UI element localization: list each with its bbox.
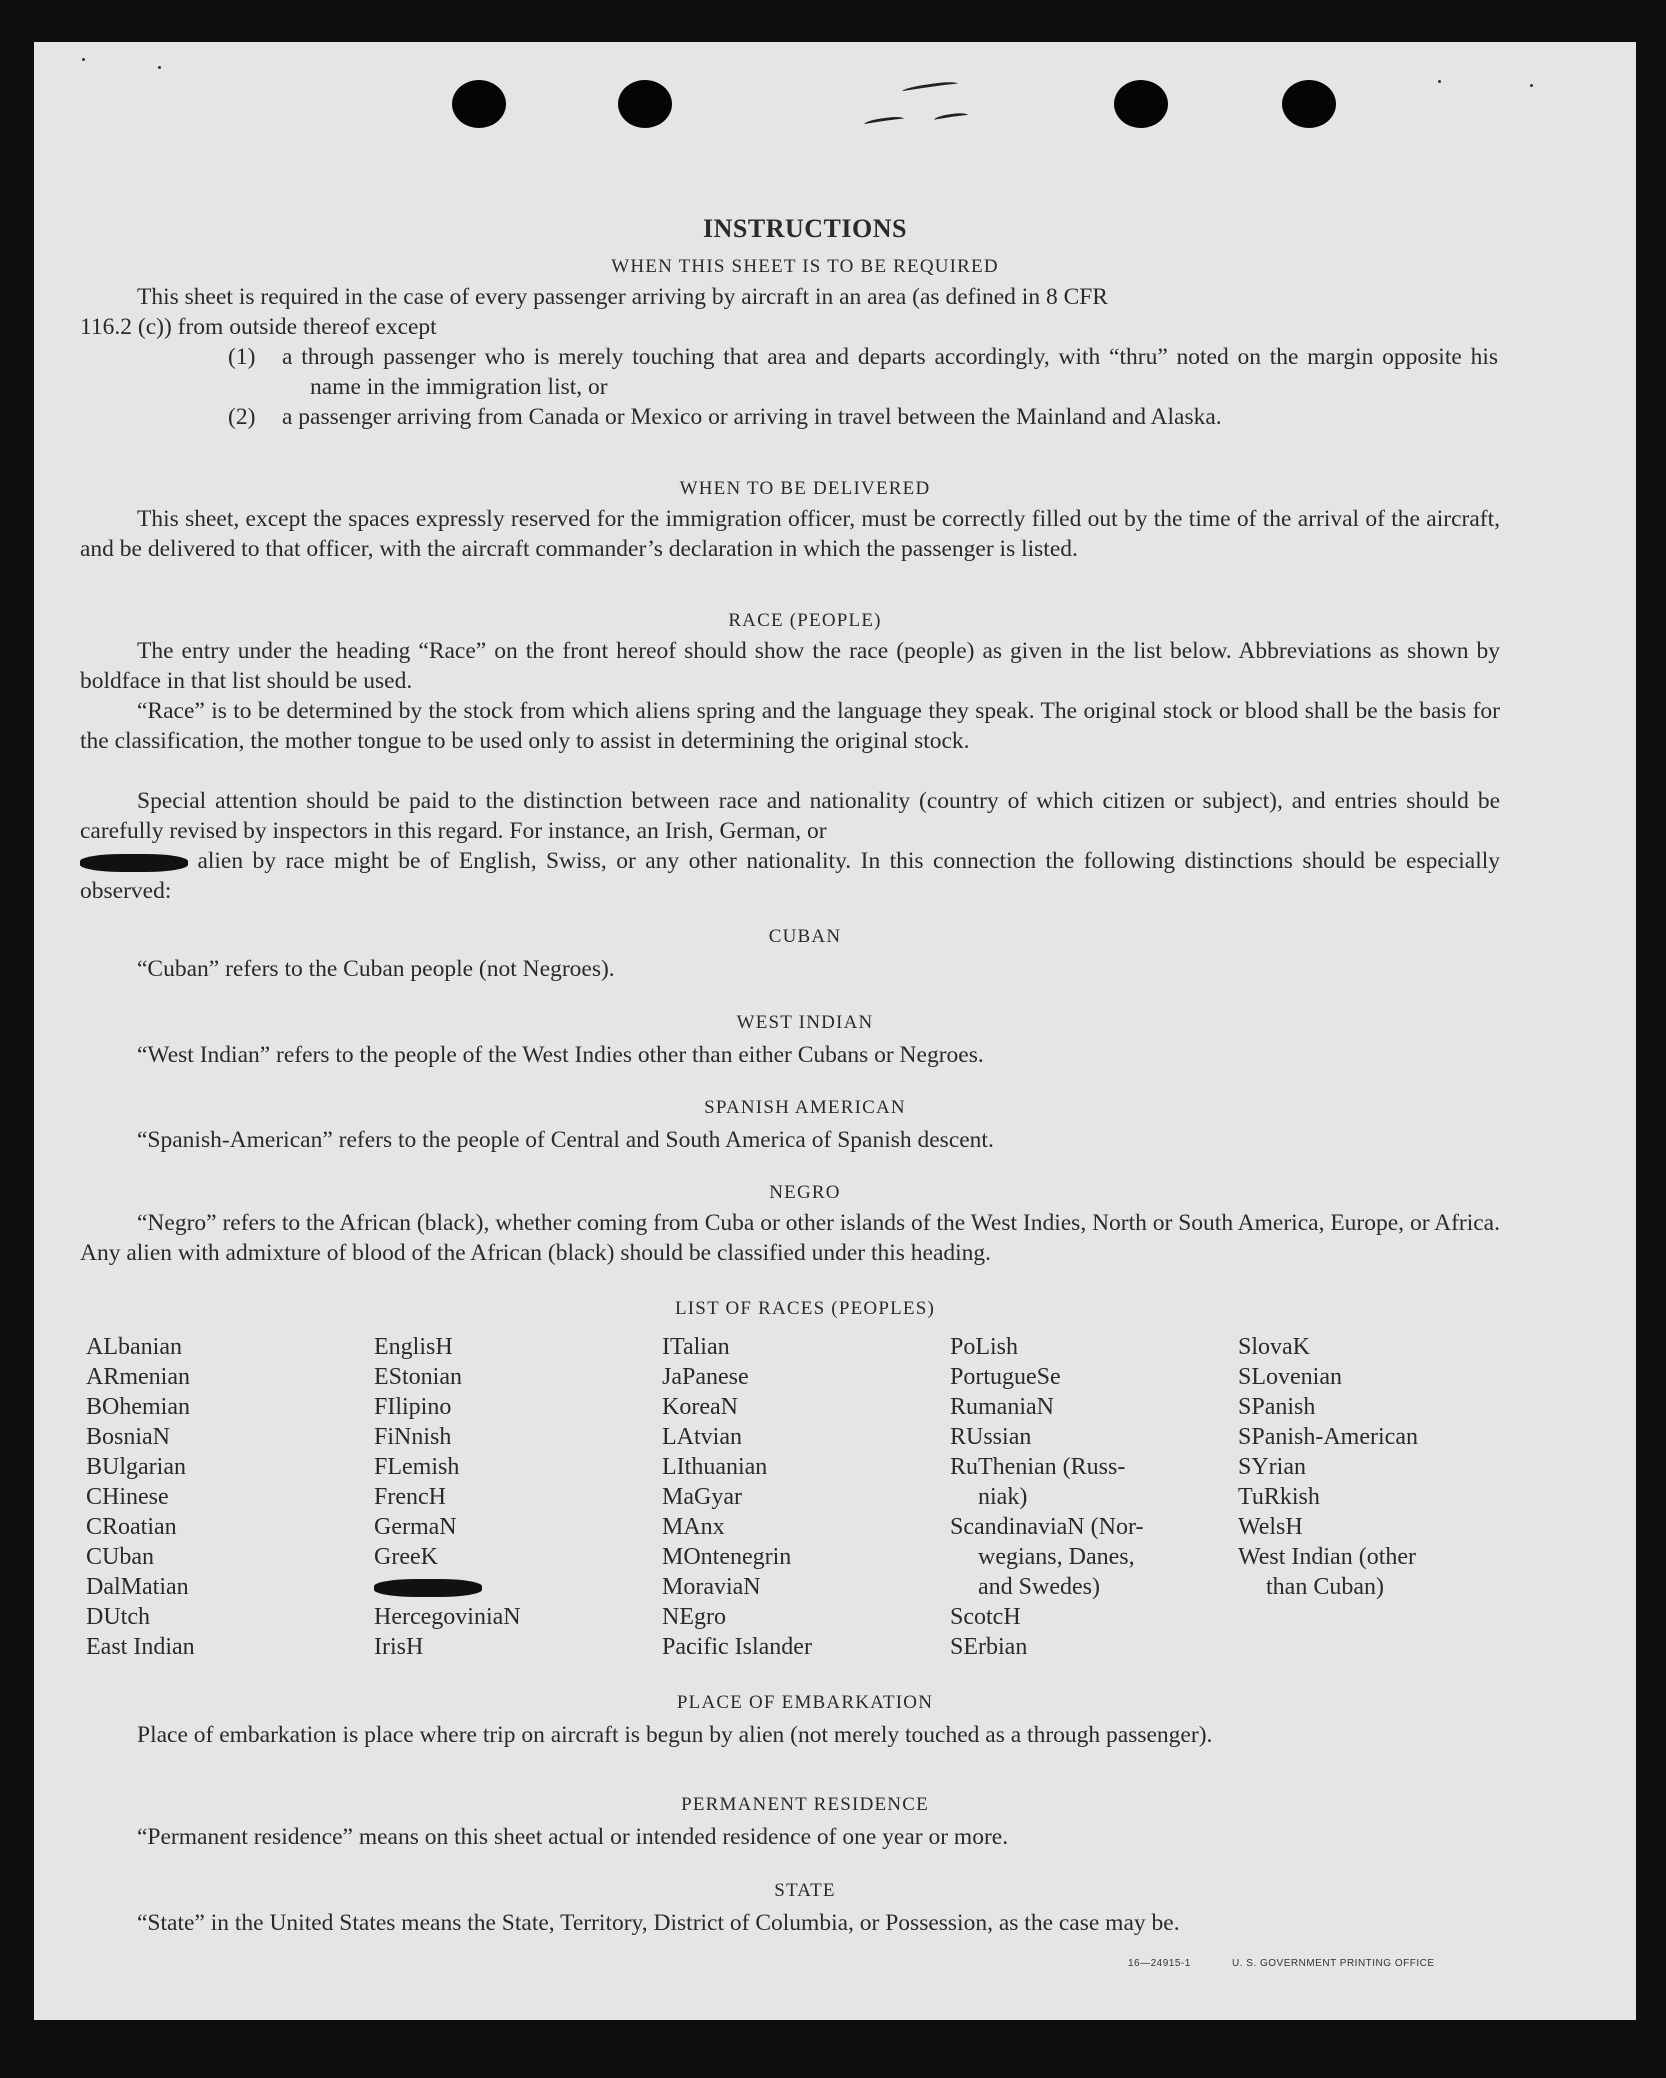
race-list-item: East Indian [86, 1634, 195, 1660]
heading-west-indian: WEST INDIAN [736, 1012, 874, 1033]
race-list-item: SYrian [1238, 1454, 1306, 1480]
race-list-item: ScotcH [950, 1604, 1021, 1630]
race-paragraph-3b [80, 846, 1500, 906]
race-list-item: ITalian [662, 1334, 730, 1360]
state-text: “State” in the United States means the State, Territory, District of Columbia, or Possession, as the case may be. [137, 1910, 1180, 1936]
race-list-item: FIlipino [374, 1394, 452, 1420]
race-list-item: JaPanese [662, 1364, 749, 1390]
heading-negro: NEGRO [769, 1182, 841, 1203]
pen-mark [902, 80, 958, 95]
race-list-item: MAnx [662, 1514, 725, 1540]
race-list-item: KoreaN [662, 1394, 738, 1420]
punch-hole [452, 80, 506, 128]
race-list-item [374, 1572, 521, 1602]
when-required-intro-a: This sheet is required in the case of every passenger arriving by aircraft in an area (as defined in 8 CFR [137, 284, 1108, 310]
when-delivered-text: This sheet, except the spaces expressly reserved for the immigration officer, must be correctly filled out by the time of the arrival of the aircraft, and be delivered to that officer, with the aircraft commander’s declaration in which the passenger is listed. [80, 506, 1500, 562]
race-paragraph-3a: Special attention should be paid to the distinction between race and nationality (country of which citizen or subject), and entries should be carefully revised by inspectors in this regard. For instance, an Irish, German, or [80, 788, 1500, 844]
residence-text: “Permanent residence” means on this sheet actual or intended residence of one year or more. [137, 1824, 1009, 1850]
race-list-item: SlovaK [1238, 1334, 1310, 1360]
race-list-column [1238, 1332, 1418, 1602]
cuban-text: “Cuban” refers to the Cuban people (not Negroes). [137, 956, 615, 982]
paper-speck [1530, 84, 1533, 87]
race-list-item: MOntenegrin [662, 1544, 792, 1570]
race-list-item: wegians, Danes, [978, 1544, 1135, 1570]
punch-hole [618, 80, 672, 128]
race-list-item: PoLish [950, 1334, 1019, 1360]
race-list-item: West Indian (other [1238, 1544, 1417, 1570]
heading-state: STATE [774, 1880, 836, 1901]
race-list-item: DUtch [86, 1604, 150, 1630]
race-list-item: SLovenian [1238, 1364, 1342, 1390]
when-required-intro-b: 116.2 (c)) from outside thereof except [80, 314, 437, 340]
race-list-item: than Cuban) [1266, 1574, 1384, 1600]
race-list-item: MoraviaN [662, 1574, 761, 1600]
punch-hole [1282, 80, 1336, 128]
race-list-column [86, 1332, 195, 1662]
exception-text: a passenger arriving from Canada or Mexico or arriving in travel between the Mainland and Alaska. [282, 404, 1222, 430]
race-list-column [662, 1332, 812, 1662]
heading-spanish-american: SPANISH AMERICAN [704, 1097, 906, 1118]
race-list-item: BosniaN [86, 1424, 170, 1450]
race-list-item: RUssian [950, 1424, 1032, 1450]
race-list-item: ARmenian [86, 1364, 190, 1390]
printer-imprint: U. S. GOVERNMENT PRINTING OFFICE [1232, 1958, 1435, 1969]
race-list-item: LAtvian [662, 1424, 742, 1450]
heading-cuban: CUBAN [768, 926, 842, 947]
race-paragraph-1: The entry under the heading “Race” on the front hereof should show the race (people) as given in the list below. Abbreviations as shown by boldface in that list should be used. [80, 638, 1500, 694]
race-list-item: BOhemian [86, 1394, 190, 1420]
race-list-item: PortugueSe [950, 1364, 1061, 1390]
race-list-item: DalMatian [86, 1574, 189, 1600]
heading-list-of-races: LIST OF RACES (PEOPLES) [674, 1298, 936, 1319]
race-list-item: FLemish [374, 1454, 460, 1480]
race-list-item: FrencH [374, 1484, 446, 1510]
heading-race: RACE (PEOPLE) [728, 610, 882, 631]
race-list-item: and Swedes) [978, 1574, 1100, 1600]
paper-speck [82, 58, 85, 61]
race-list-item: SPanish [1238, 1394, 1316, 1420]
race-list-item: EnglisH [374, 1334, 453, 1360]
race-list-item: BUlgarian [86, 1454, 186, 1480]
exception-number: (2) [228, 404, 256, 430]
document-page [34, 42, 1636, 2020]
race-list-item: NEgro [662, 1604, 726, 1630]
page-title: INSTRUCTIONS [703, 214, 907, 243]
redaction-mark [80, 854, 188, 872]
race-list-column [374, 1332, 521, 1662]
race-list-item: GermaN [374, 1514, 457, 1540]
race-list-item: CRoatian [86, 1514, 177, 1540]
embarkation-text: Place of embarkation is place where trip on aircraft is begun by alien (not merely touched as a through passenger). [137, 1722, 1213, 1748]
form-number: 16—24915-1 [1128, 1958, 1191, 1969]
punch-hole [1114, 80, 1168, 128]
race-list-item: RuThenian (Russ- [950, 1454, 1126, 1480]
west-indian-text: “West Indian” refers to the people of the West Indies other than either Cubans or Negroes. [137, 1042, 984, 1068]
race-list-item: FiNnish [374, 1424, 452, 1450]
race-list-column [950, 1332, 1143, 1662]
exception-text: a through passenger who is merely touching that area and departs accordingly, with “thru” noted on the margin opposite his name in the immigration list, or [282, 344, 1498, 400]
pen-mark [934, 112, 969, 124]
race-list-item: GreeK [374, 1544, 438, 1570]
heading-residence: PERMANENT RESIDENCE [681, 1794, 929, 1815]
exception-number: (1) [228, 344, 256, 370]
race-list-item: SErbian [950, 1634, 1028, 1660]
redaction-mark [374, 1579, 482, 1597]
race-list-item: TuRkish [1238, 1484, 1320, 1510]
heading-embarkation: PLACE OF EMBARKATION [676, 1692, 934, 1713]
race-list-item: ALbanian [86, 1334, 182, 1360]
race-list-item: SPanish-American [1238, 1424, 1418, 1450]
spanish-american-text: “Spanish-American” refers to the people of Central and South America of Spanish descent. [137, 1127, 994, 1153]
race-list-item: WelsH [1238, 1514, 1303, 1540]
race-list-item: HercegoviniaN [374, 1604, 521, 1630]
race-list-item: LIthuanian [662, 1454, 768, 1480]
race-list-item: MaGyar [662, 1484, 742, 1510]
race-list-item: IrisH [374, 1634, 424, 1660]
heading-when-delivered: WHEN TO BE DELIVERED [679, 478, 931, 499]
paper-speck [158, 66, 161, 69]
race-list-item: Pacific Islander [662, 1634, 812, 1660]
race-list-item: EStonian [374, 1364, 462, 1390]
race-list-item: RumaniaN [950, 1394, 1054, 1420]
pen-mark [864, 115, 905, 127]
race-list-item: niak) [978, 1484, 1028, 1510]
race-paragraph-2: “Race” is to be determined by the stock from which aliens spring and the language they speak. The original stock or blood shall be the basis for the classification, the mother tongue to be used only to assist in determining the original stock. [80, 698, 1500, 754]
negro-text: “Negro” refers to the African (black), whether coming from Cuba or other islands of the West Indies, North or South America, Europe, or Africa. Any alien with admixture of blood of the African (black) should be classified under this heading. [80, 1210, 1500, 1266]
heading-when-required: WHEN THIS SHEET IS TO BE REQUIRED [611, 256, 999, 277]
race-list-item: CHinese [86, 1484, 169, 1510]
race-paragraph-3b-text: alien by race might be of English, Swiss, or any other nationality. In this connection the following distinctions should be especially observed: [80, 848, 1500, 904]
paper-speck [1438, 80, 1441, 83]
race-list-item: CUban [86, 1544, 154, 1570]
race-list-item: ScandinaviaN (Nor- [950, 1514, 1144, 1540]
